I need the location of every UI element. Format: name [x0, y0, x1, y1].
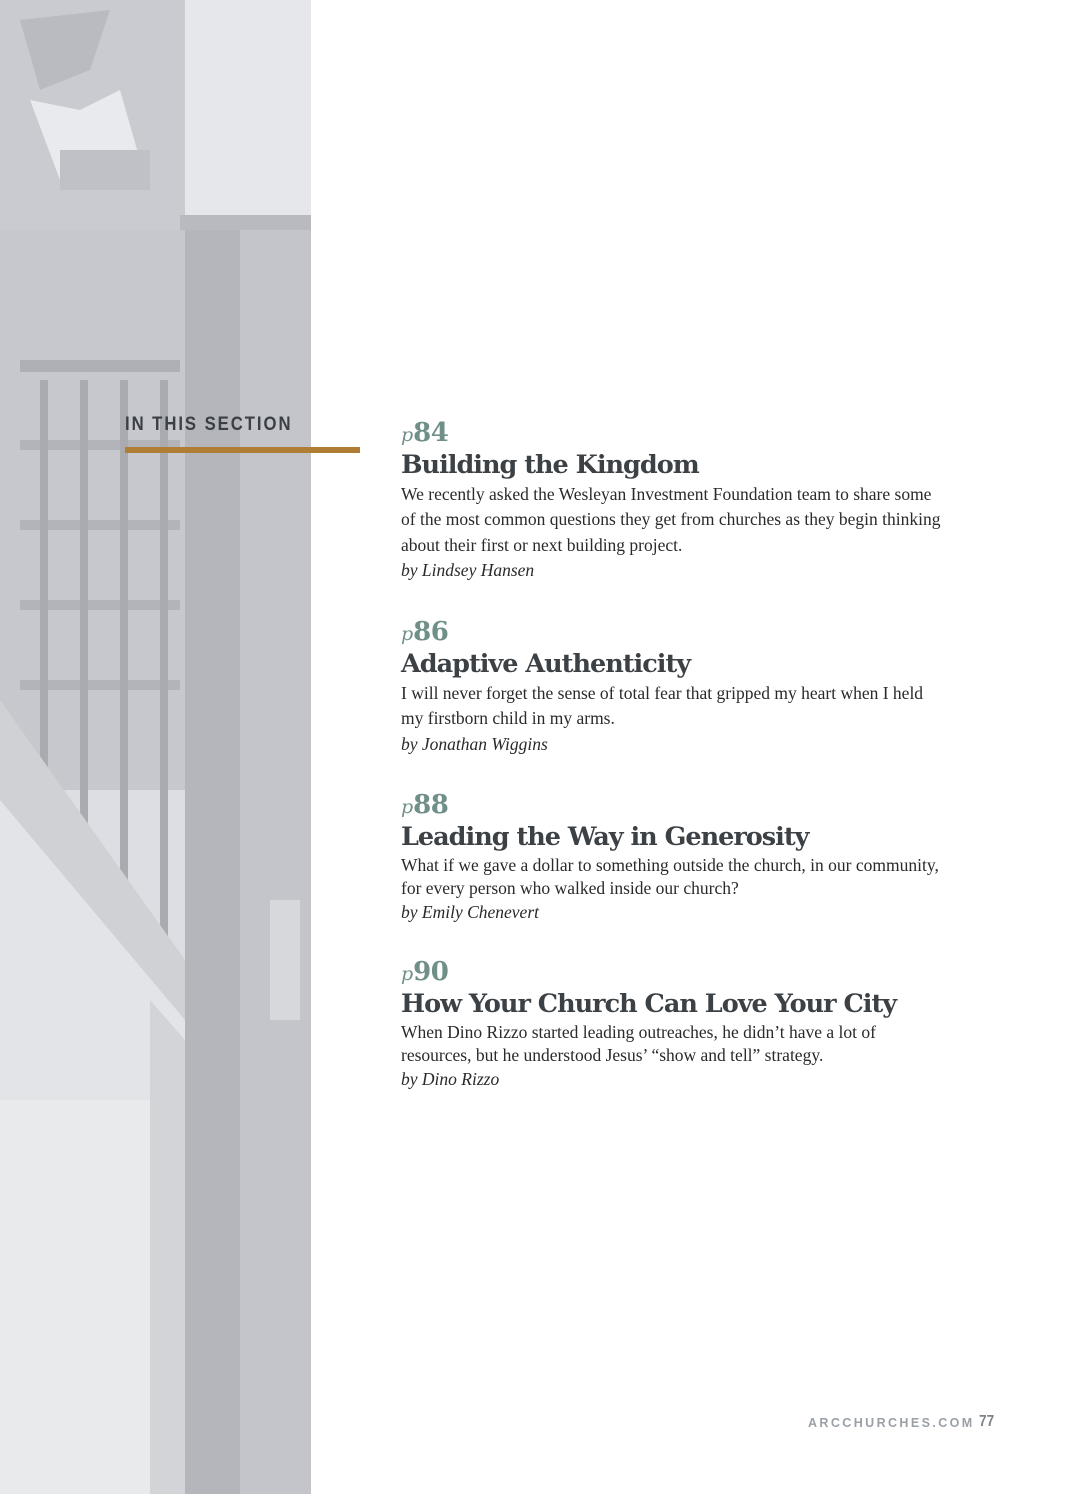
section-label: IN THIS SECTION	[125, 414, 293, 435]
page-reference	[401, 959, 941, 987]
article-entry[interactable]	[401, 792, 941, 925]
article-title[interactable]: Building the Kingdom	[401, 450, 699, 480]
article-description: I will never forget the sense of total fear that gripped my heart when I held my firstborn child in my arms.	[401, 682, 924, 729]
article-title[interactable]: How Your Church Can Love Your City	[401, 989, 897, 1019]
page-number: 86	[413, 617, 449, 647]
page-prefix: p	[401, 796, 414, 818]
article-byline: by Dino Rizzo	[401, 1068, 500, 1089]
article-description: We recently asked the Wesleyan Investment Foundation team to share some of the most common questions they get from churches as they begin thinking about their first or next building project.	[401, 483, 941, 555]
page-reference	[401, 619, 941, 647]
article-title[interactable]: Leading the Way in Generosity	[401, 822, 809, 852]
page-prefix: p	[401, 424, 414, 446]
footer-website[interactable]: ARCCHURCHES.COM	[808, 1416, 975, 1430]
street-scene-illustration	[0, 0, 311, 1494]
article-description: When Dino Rizzo started leading outreaches, he didn’t have a lot of resources, but he understood Jesus’ “show and tell” strategy.	[401, 1021, 876, 1065]
article-entry[interactable]	[401, 420, 941, 583]
article-description: What if we gave a dollar to something outside the church, in our community, for every person who walked inside our church?	[401, 854, 939, 898]
article-byline: by Lindsey Hansen	[401, 560, 535, 581]
footer-page-number: 77	[979, 1413, 995, 1430]
article-byline: by Jonathan Wiggins	[401, 733, 548, 754]
page-prefix: p	[401, 623, 414, 645]
article-entry[interactable]	[401, 959, 941, 1092]
article-byline: by Emily Chenevert	[401, 901, 540, 922]
article-entry[interactable]	[401, 619, 941, 757]
page-number: 84	[413, 418, 449, 448]
page-number: 90	[413, 957, 449, 987]
page-prefix: p	[401, 963, 414, 985]
page-reference	[401, 420, 941, 448]
section-divider	[125, 447, 360, 453]
page-number: 88	[413, 790, 449, 820]
background-photo	[0, 0, 311, 1494]
page-reference	[401, 792, 941, 820]
article-title[interactable]: Adaptive Authenticity	[401, 649, 691, 679]
